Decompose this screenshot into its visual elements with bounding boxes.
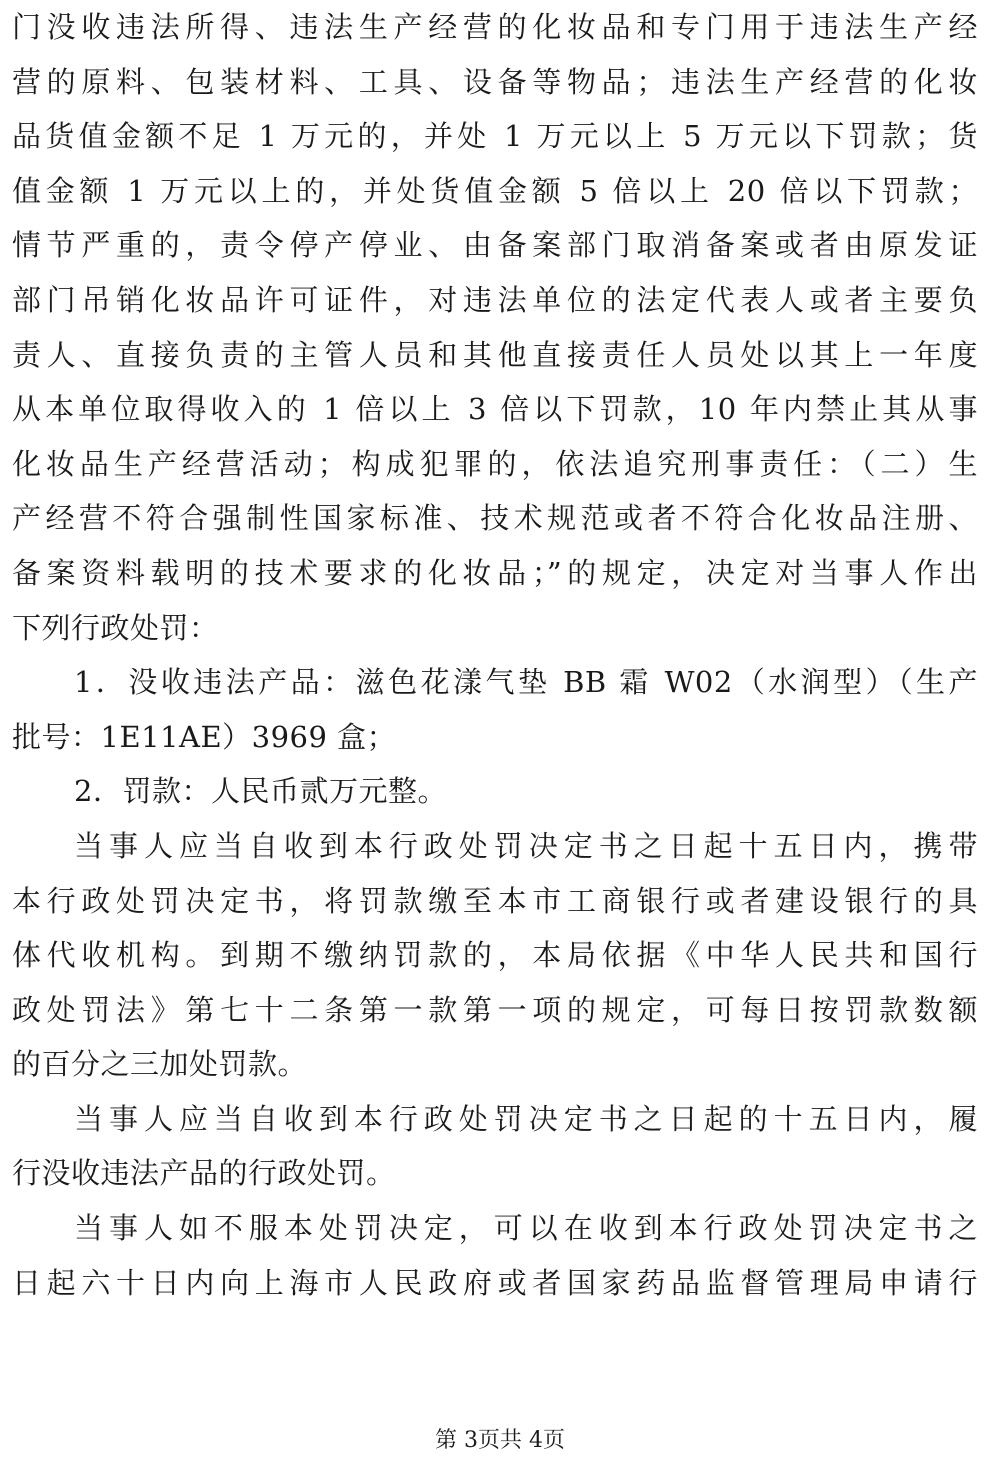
text-line: 当事人应当自收到本行政处罚决定书之日起的十五日内，履 bbox=[74, 1101, 978, 1136]
text-line: 行没收违法产品的行政处罚。 bbox=[12, 1156, 396, 1191]
text-line: 值金额 1 万元以上的，并处货值金额 5 倍以上 20 倍以下罚款； bbox=[12, 173, 978, 208]
text-line: 品货值金额不足 1 万元的，并处 1 万元以上 5 万元以下罚款；货 bbox=[12, 119, 978, 154]
text-line: 批号：1E11AE）3969 盒； bbox=[12, 719, 397, 754]
text-line: 的百分之三加处罚款。 bbox=[12, 1047, 308, 1082]
text-line: 当事人如不服本处罚决定，可以在收到本行政处罚决定书之 bbox=[74, 1211, 978, 1246]
text-line: 政处罚法》第七十二条第一款第一项的规定，可每日按罚款数额 bbox=[12, 992, 978, 1027]
text-line: 体代收机构。到期不缴纳罚款的，本局依据《中华人民共和国行 bbox=[12, 938, 978, 973]
text-line: 情节严重的，责令停产停业、由备案部门取消备案或者由原发证 bbox=[12, 228, 978, 263]
text-line: 从本单位取得收入的 1 倍以上 3 倍以下罚款，10 年内禁止其从事 bbox=[12, 392, 978, 427]
text-line: 产经营不符合强制性国家标准、技术规范或者不符合化妆品注册、 bbox=[12, 501, 978, 536]
page-number-label: 第 3页共 4页 bbox=[435, 1428, 565, 1453]
text-line: 本行政处罚决定书，将罚款缴至本市工商银行或者建设银行的具 bbox=[12, 883, 978, 918]
text-line: 1．没收违法产品：滋色花漾气垫 BB 霜 W02（水润型）（生产 bbox=[74, 665, 978, 700]
text-line: 化妆品生产经营活动；构成犯罪的，依法追究刑事责任：（二）生 bbox=[12, 446, 978, 481]
text-line: 备案资料载明的技术要求的化妆品；”的规定，决定对当事人作出 bbox=[12, 555, 978, 590]
text-line: 门没收违法所得、违法生产经营的化妆品和专门用于违法生产经 bbox=[12, 10, 978, 44]
text-line: 下列行政处罚： bbox=[12, 610, 219, 645]
text-line: 当事人应当自收到本行政处罚决定书之日起十五日内，携带 bbox=[74, 828, 978, 863]
text-line: 日起六十日内向上海市人民政府或者国家药品监督管理局申请行 bbox=[12, 1265, 978, 1300]
document-body bbox=[12, 0, 978, 1310]
text-line: 部门吊销化妆品许可证件，对违法单位的法定代表人或者主要负 bbox=[12, 282, 978, 317]
text-line: 营的原料、包装材料、工具、设备等物品；违法生产经营的化妆 bbox=[12, 64, 978, 99]
text-line: 责人、直接负责的主管人员和其他直接责任人员处以其上一年度 bbox=[12, 337, 978, 372]
text-line: 2．罚款：人民币贰万元整。 bbox=[74, 774, 447, 809]
page-number-footer bbox=[0, 1426, 1000, 1456]
